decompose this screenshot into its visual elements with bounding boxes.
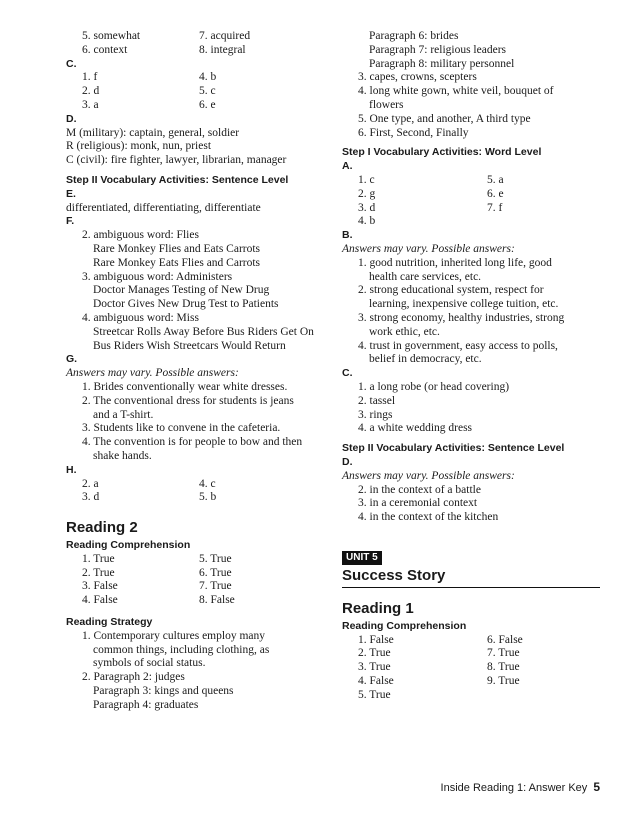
answer-line: 6. First, Second, Finally <box>358 126 469 139</box>
answer-item: 5. somewhat <box>82 30 141 42</box>
answer-line: 3. in a ceremonial context <box>358 497 478 510</box>
answer-line: 3. capes, crowns, scepters <box>358 71 477 84</box>
answer-line: 3. strong economy, healthy industries, strong <box>358 311 565 324</box>
section-letter: C. <box>342 367 353 380</box>
answer-item: 5. b <box>199 491 217 504</box>
right-column <box>342 30 604 703</box>
answer-row <box>342 675 604 689</box>
answer-item: 8. False <box>199 594 235 607</box>
answer-line: 3. Students like to convene in the cafeteria. <box>82 422 281 435</box>
page-footer <box>420 781 600 796</box>
answer-line: 2. tassel <box>358 394 396 407</box>
answer-line: Paragraph 6: brides <box>369 30 459 42</box>
answer-line: belief in democracy, etc. <box>369 353 482 366</box>
answer-item: 3. d <box>358 201 376 214</box>
answer-item: 7. acquired <box>199 30 251 42</box>
answer-line: Doctor Manages Testing of New Drug <box>93 284 270 297</box>
answer-item: 6. True <box>199 566 232 579</box>
answer-item: 2. g <box>358 187 376 200</box>
answer-row <box>66 478 324 492</box>
answer-line: symbols of social status. <box>93 657 206 670</box>
section-letter: D. <box>66 112 77 125</box>
reading-title: Reading 2 <box>66 519 138 537</box>
answer-row <box>342 661 604 675</box>
reading-title: Reading 1 <box>342 599 414 617</box>
answer-line: 2. The conventional dress for students is jeans <box>82 394 294 407</box>
answer-row <box>342 647 604 661</box>
answer-line: 2. ambiguous word: Flies <box>82 229 199 242</box>
answer-line: Doctor Gives New Drug Test to Patients <box>93 298 279 311</box>
footer-text: Inside Reading 1: Answer Key <box>440 782 588 794</box>
answer-row <box>66 85 324 99</box>
answer-line: learning, inexpensive college tuition, etc. <box>369 298 559 311</box>
answer-row <box>66 71 324 85</box>
answer-line: 4. ambiguous word: Miss <box>82 311 199 324</box>
answer-line: 3. ambiguous word: Administers <box>82 270 233 283</box>
answer-item: 7. f <box>487 201 503 214</box>
answer-line: 5. One type, and another, A third type <box>358 112 531 125</box>
section-letter: E. <box>66 187 76 200</box>
answer-item: 7. True <box>487 647 520 660</box>
answer-line: Bus Riders Wish Streetcars Would Return <box>93 339 286 352</box>
answer-item: 5. True <box>358 688 391 701</box>
unit-badge: UNIT 5 <box>342 551 382 565</box>
answer-item: 4. False <box>82 594 118 607</box>
section-heading: Step II Vocabulary Activities: Sentence Level <box>342 442 565 455</box>
section-letter: D. <box>342 455 353 468</box>
answer-line: R (religious): monk, nun, priest <box>66 140 212 153</box>
answer-row <box>342 188 604 202</box>
answer-line: Rare Monkey Flies and Eats Carrots <box>93 242 261 255</box>
answer-item: 6. False <box>487 633 523 646</box>
answer-note: Answers may vary. Possible answers: <box>342 242 515 255</box>
answer-row <box>342 689 604 703</box>
answer-line: 4. trust in government, easy access to polls, <box>358 339 558 352</box>
answer-item: 3. a <box>82 98 99 111</box>
section-letter: A. <box>342 160 353 173</box>
answer-row <box>66 30 324 44</box>
answer-item: 5. True <box>199 552 232 565</box>
answer-line: work ethic, etc. <box>369 325 440 338</box>
answer-item: 8. True <box>487 661 520 674</box>
answer-line: M (military): captain, general, soldier <box>66 126 240 139</box>
answer-line: 1. a long robe (or head covering) <box>358 380 510 393</box>
answer-row <box>342 202 604 216</box>
answer-line: Rare Monkey Eats Flies and Carrots <box>93 256 261 269</box>
answer-line: common things, including clothing, as <box>93 643 270 656</box>
answer-line: health care services, etc. <box>369 270 482 283</box>
answer-item: 7. True <box>199 580 232 593</box>
answer-line: 3. rings <box>358 408 393 421</box>
section-letter: G. <box>66 353 78 366</box>
answer-line: 4. long white gown, white veil, bouquet of <box>358 85 554 98</box>
answer-item: 1. False <box>358 633 394 646</box>
section-heading: Reading Comprehension <box>342 619 467 632</box>
answer-row <box>66 594 324 608</box>
answer-line: C (civil): fire fighter, lawyer, librarian, manager <box>66 154 287 167</box>
answer-line: Paragraph 7: religious leaders <box>369 43 506 56</box>
answer-item: 4. c <box>199 477 216 490</box>
answer-line: shake hands. <box>93 449 152 462</box>
section-heading: Step I Vocabulary Activities: Word Level <box>342 146 542 159</box>
answer-row <box>66 567 324 581</box>
answer-line: 4. a white wedding dress <box>358 422 473 435</box>
answer-item: 1. True <box>82 552 115 565</box>
answer-row <box>342 174 604 188</box>
answer-item: 6. context <box>82 43 128 56</box>
answer-item: 8. integral <box>199 43 246 56</box>
answer-line: 4. in the context of the kitchen <box>358 511 499 524</box>
section-letter: F. <box>66 215 75 228</box>
answer-item: 5. a <box>487 173 504 186</box>
answer-item: 6. e <box>199 98 216 111</box>
answer-item: 4. False <box>358 675 394 688</box>
answer-line: 4. The convention is for people to bow and then <box>82 436 303 449</box>
answer-item: 2. True <box>82 566 115 579</box>
answer-item: 6. e <box>487 187 504 200</box>
answer-line: Streetcar Rolls Away Before Bus Riders Get On <box>93 325 314 338</box>
answer-line: 2. in the context of a battle <box>358 483 481 496</box>
left-column <box>66 30 324 713</box>
answer-line: 2. strong educational system, respect for <box>358 284 544 297</box>
answer-row <box>66 580 324 594</box>
answer-line: flowers <box>369 98 404 111</box>
answer-row <box>342 215 604 229</box>
unit-title: Success Story <box>342 567 600 588</box>
answer-line: Paragraph 3: kings and queens <box>93 685 234 698</box>
answer-line: 1. Contemporary cultures employ many <box>82 629 266 642</box>
answer-line: and a T-shirt. <box>93 408 154 421</box>
answer-row <box>66 491 324 505</box>
answer-item: 2. a <box>82 477 99 490</box>
answer-item: 5. c <box>199 85 216 98</box>
answer-item: 3. False <box>82 580 118 593</box>
answer-item: 2. True <box>358 647 391 660</box>
section-letter: B. <box>342 229 353 242</box>
unit-badge-row <box>342 551 604 565</box>
answer-note: Answers may vary. Possible answers: <box>342 469 515 482</box>
answer-item: 9. True <box>487 675 520 688</box>
answer-item: 1. c <box>358 173 375 186</box>
answer-line: 1. Brides conventionally wear white dresses. <box>82 380 288 393</box>
answer-line: Paragraph 4: graduates <box>93 698 199 711</box>
answer-item: 2. d <box>82 85 100 98</box>
answer-line: 1. good nutrition, inherited long life, good <box>358 256 552 269</box>
answer-row <box>66 553 324 567</box>
answer-item: 1. f <box>82 71 98 84</box>
section-heading: Reading Comprehension <box>66 539 191 552</box>
answer-line: 2. Paragraph 2: judges <box>82 671 185 684</box>
answer-item: 3. True <box>358 661 391 674</box>
section-heading: Step II Vocabulary Activities: Sentence Level <box>66 173 289 186</box>
answer-item: 4. b <box>199 71 217 84</box>
answer-row <box>66 99 324 113</box>
answer-row <box>66 44 324 58</box>
section-letter: C. <box>66 57 77 70</box>
answer-row <box>342 634 604 648</box>
answer-line: Paragraph 8: military personnel <box>369 57 515 70</box>
answer-item: 4. b <box>358 215 376 228</box>
section-heading: Reading Strategy <box>66 616 153 629</box>
answer-line: differentiated, differentiating, differentiate <box>66 201 261 214</box>
page-number: 5 <box>593 780 600 794</box>
section-letter: H. <box>66 463 77 476</box>
answer-item: 3. d <box>82 491 100 504</box>
answer-note: Answers may vary. Possible answers: <box>66 367 239 380</box>
